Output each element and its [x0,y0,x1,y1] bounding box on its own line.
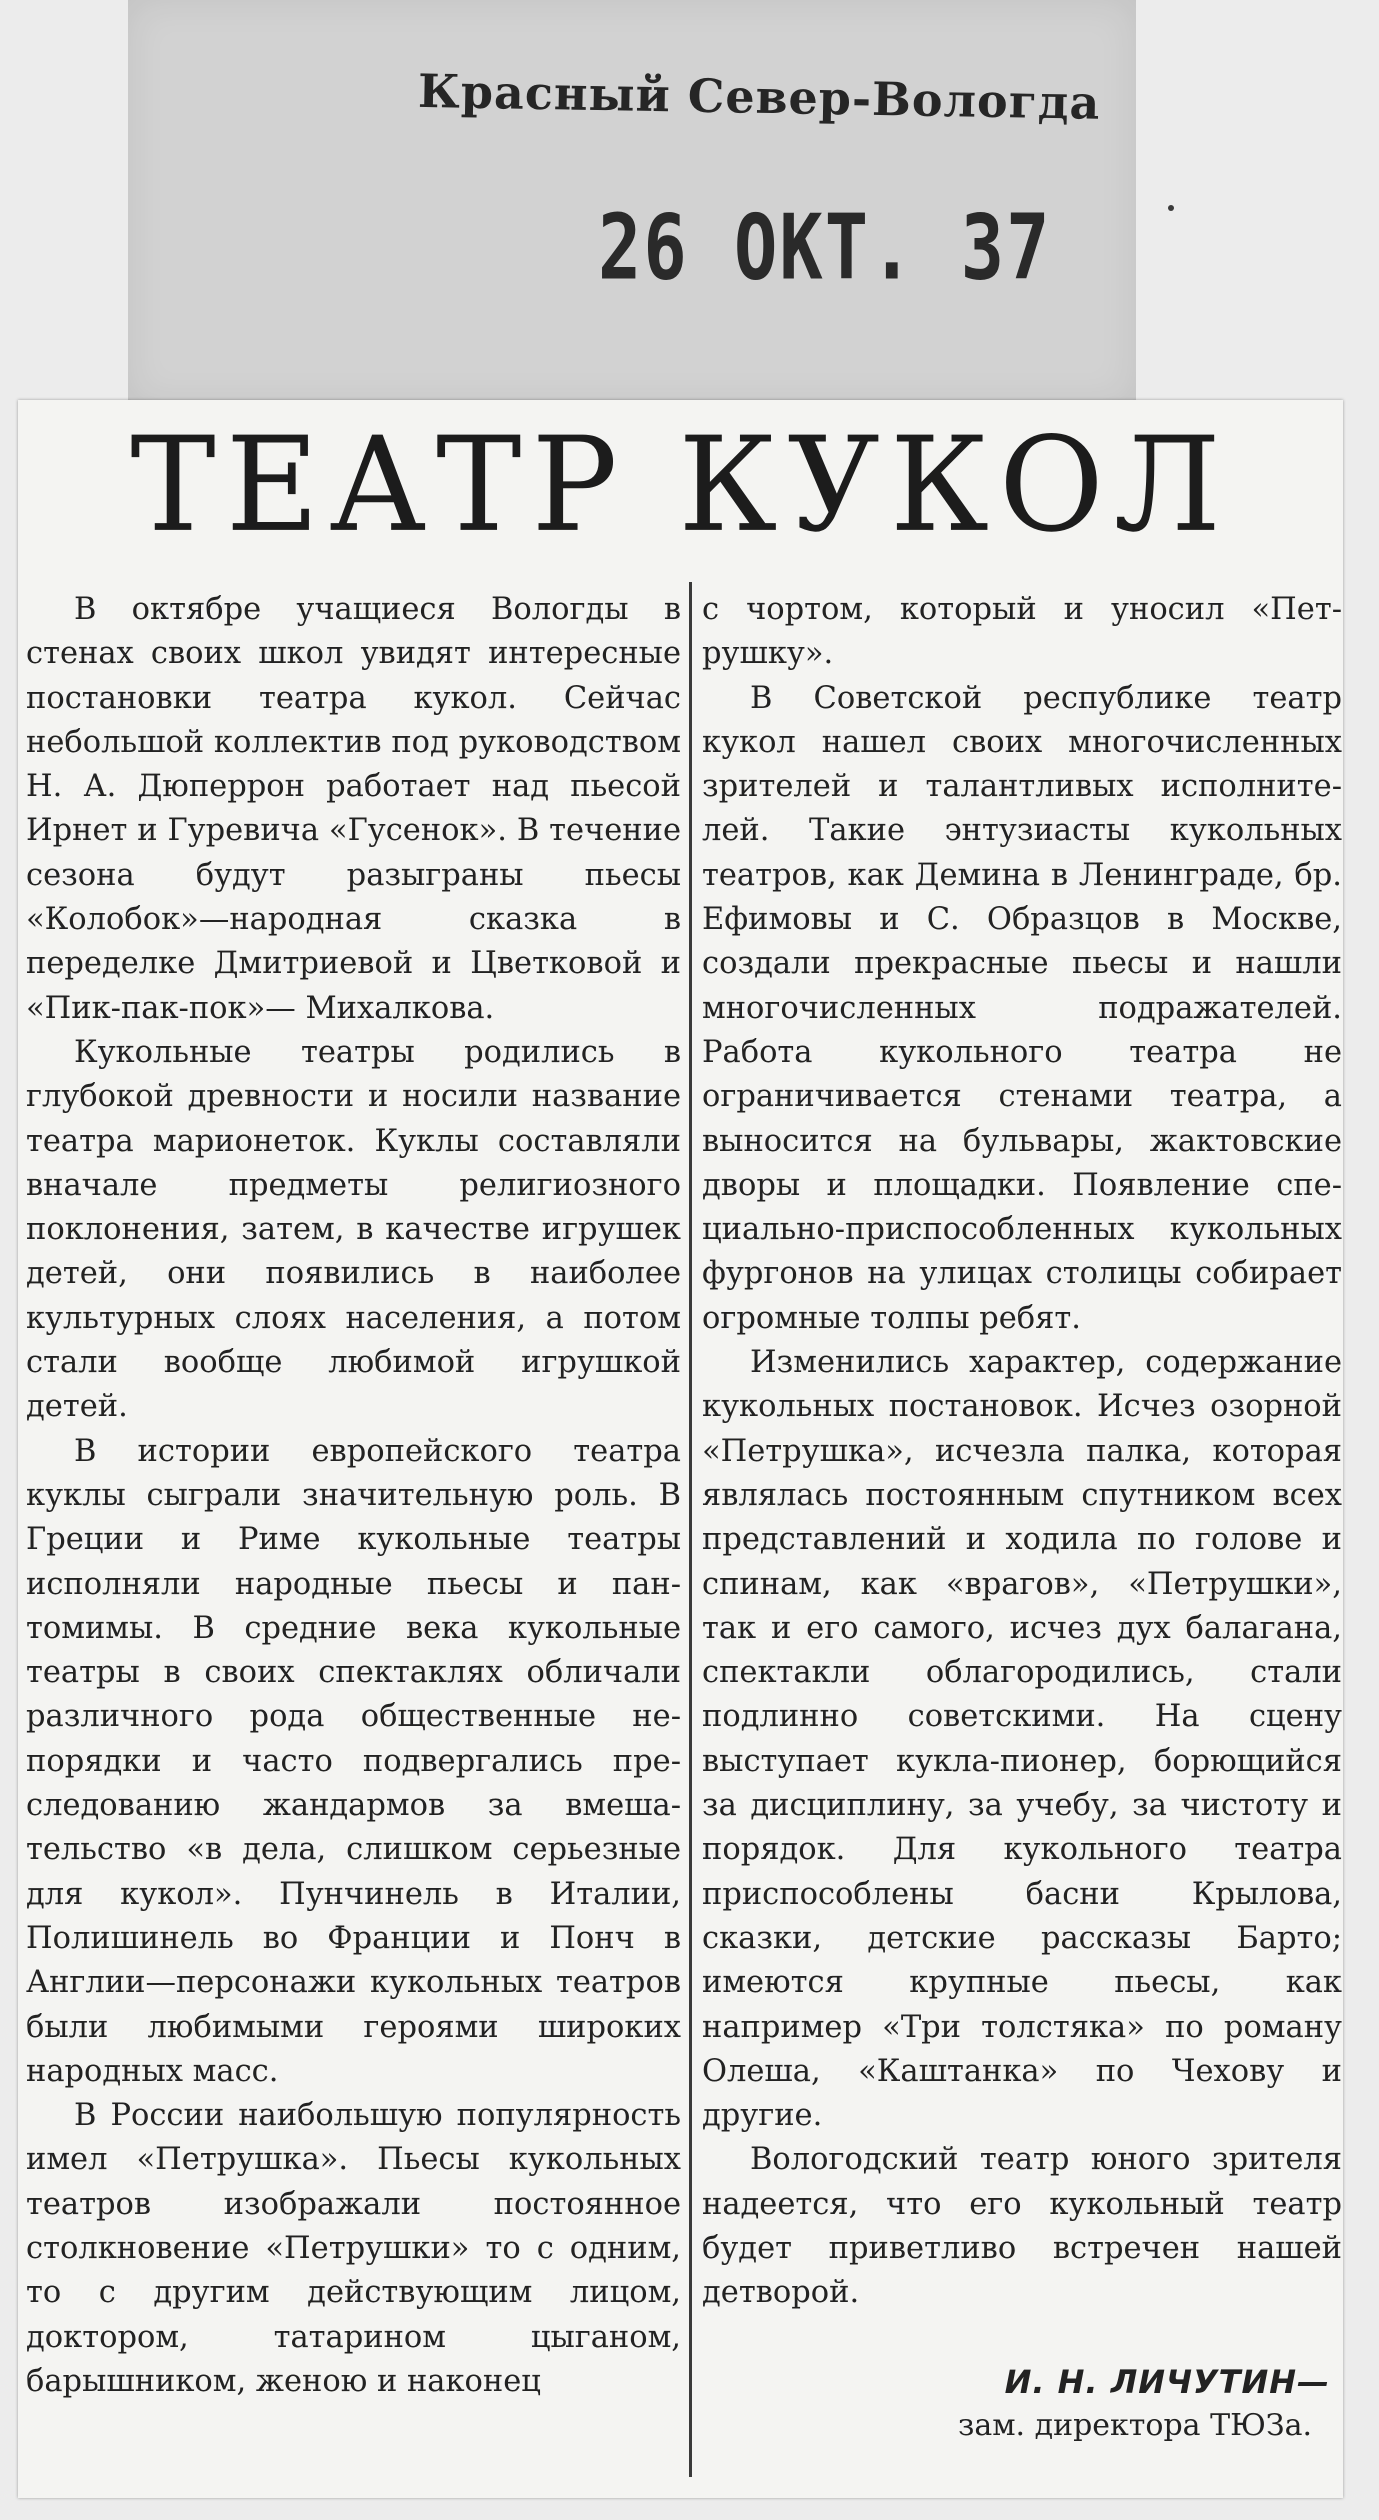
stamp-newspaper-name: Красный Север-Вологда [417,63,1101,130]
article-paragraph: В октябре учащиеся Вологды в стенах своих школ увидят интересные постановки театра кукол. Сейчас небольшой коллектив под руководством Н. А. Дюперрон работает над пьесой Ирнет и Гуревича «Гусенок». В течение сезона будут разыграны пьесы «Колобок»—народная сказка в переделке Дмитриевой и Цветковой и «Пик-пак-пок»— Михалкова. [26,592,681,1026]
article-title: ТЕАТР КУКОЛ [130,409,1231,562]
stamp-ink-dot [1168,205,1174,211]
article-left-column [26,588,681,2404]
newspaper-clipping [18,400,1343,2498]
stamp-date: 26 ОКТ. 37 [598,194,1052,300]
article-paragraph: Изменились характер, содержание кукольных постановок. Исчез озорной «Петрушка», исчезла палка, которая являлась постоянным спутником всех представлений и ходила по голове и спинам, как «врагов», «Петрушки», так и его самого, исчез дух балагана, спектакли облагородились, стали подлинно советскими. На сцену выступает кукла-пионер, борющийся за дисциплину, за учебу, за чистоту и порядок. Для кукольного театра приспособлены басни Крылова, сказки, детские рассказы Барто; имеются крупные пьесы, как например «Три толстяка» по роману Олеша, «Каштанка» по Чехову и другие. [702,1345,1342,2134]
article-paragraph: В Советской республике театр кукол нашел своих многочисленных зрителей и талантливых исполнителей. Такие энтузиасты кукольных театров, как Демина в Ленинграде, бр. Ефимовы и С. Образцов в Москве, создали прекрасные пьесы и нашли многочисленных подражателей. Работа кукольного театра не ограничивается стенами театра, а выносится на бульвары, жактовские дворы и площадки. Появление специально-приспособленных кукольных фургонов на улицах столицы собирает огромные толпы ребят. [702,680,1342,1336]
archive-stamp-slip [128,0,1136,405]
column-divider [689,582,692,2477]
article-author-position: зам. директора ТЮЗа. [957,2407,1312,2443]
article-paragraph-continuation: с чортом, который и уносил «Петрушку». [702,592,1342,672]
article-paragraph: Кукольные театры родились в глубокой древности и носили название театра марионеток. Куклы составляли вначале предметы религиозного поклонения, затем, в качестве игрушек детей, они появились в наиболее культурных слоях населения, а потом стали вообще любимой игрушкой детей. [26,1034,681,1425]
article-paragraph: В России наибольшую популярность имел «Петрушка». Пьесы кукольных театров изображали постоянное столкновение «Петрушки» то с одним, то с другим действующим лицом, доктором, татарином цыганом, барышником, женою и наконец [26,2098,681,2399]
article-paragraph: Вологодский театр юного зрителя надеется, что его кукольный театр будет приветливо встречен нашей детворой. [702,2142,1342,2311]
article-paragraph: В истории европейского театра куклы сыграли значительную роль. В Греции и Риме кукольные театры исполняли народные пьесы и пантомимы. В средние века кукольные театры в своих спектаклях обличали различного рода общественные непорядки и часто подвергались преследованию жандармов за вмешательство «в дела, слишком серьезные для кукол». Пунчинель в Италии, Полишинель во Франции и Понч в Англии—персонажи кукольных театров были любимыми героями широких народных масс. [26,1433,681,2089]
article-author: И. Н. ЛИЧУТИН— [1004,2362,1330,2401]
article-right-column [702,588,1342,2448]
